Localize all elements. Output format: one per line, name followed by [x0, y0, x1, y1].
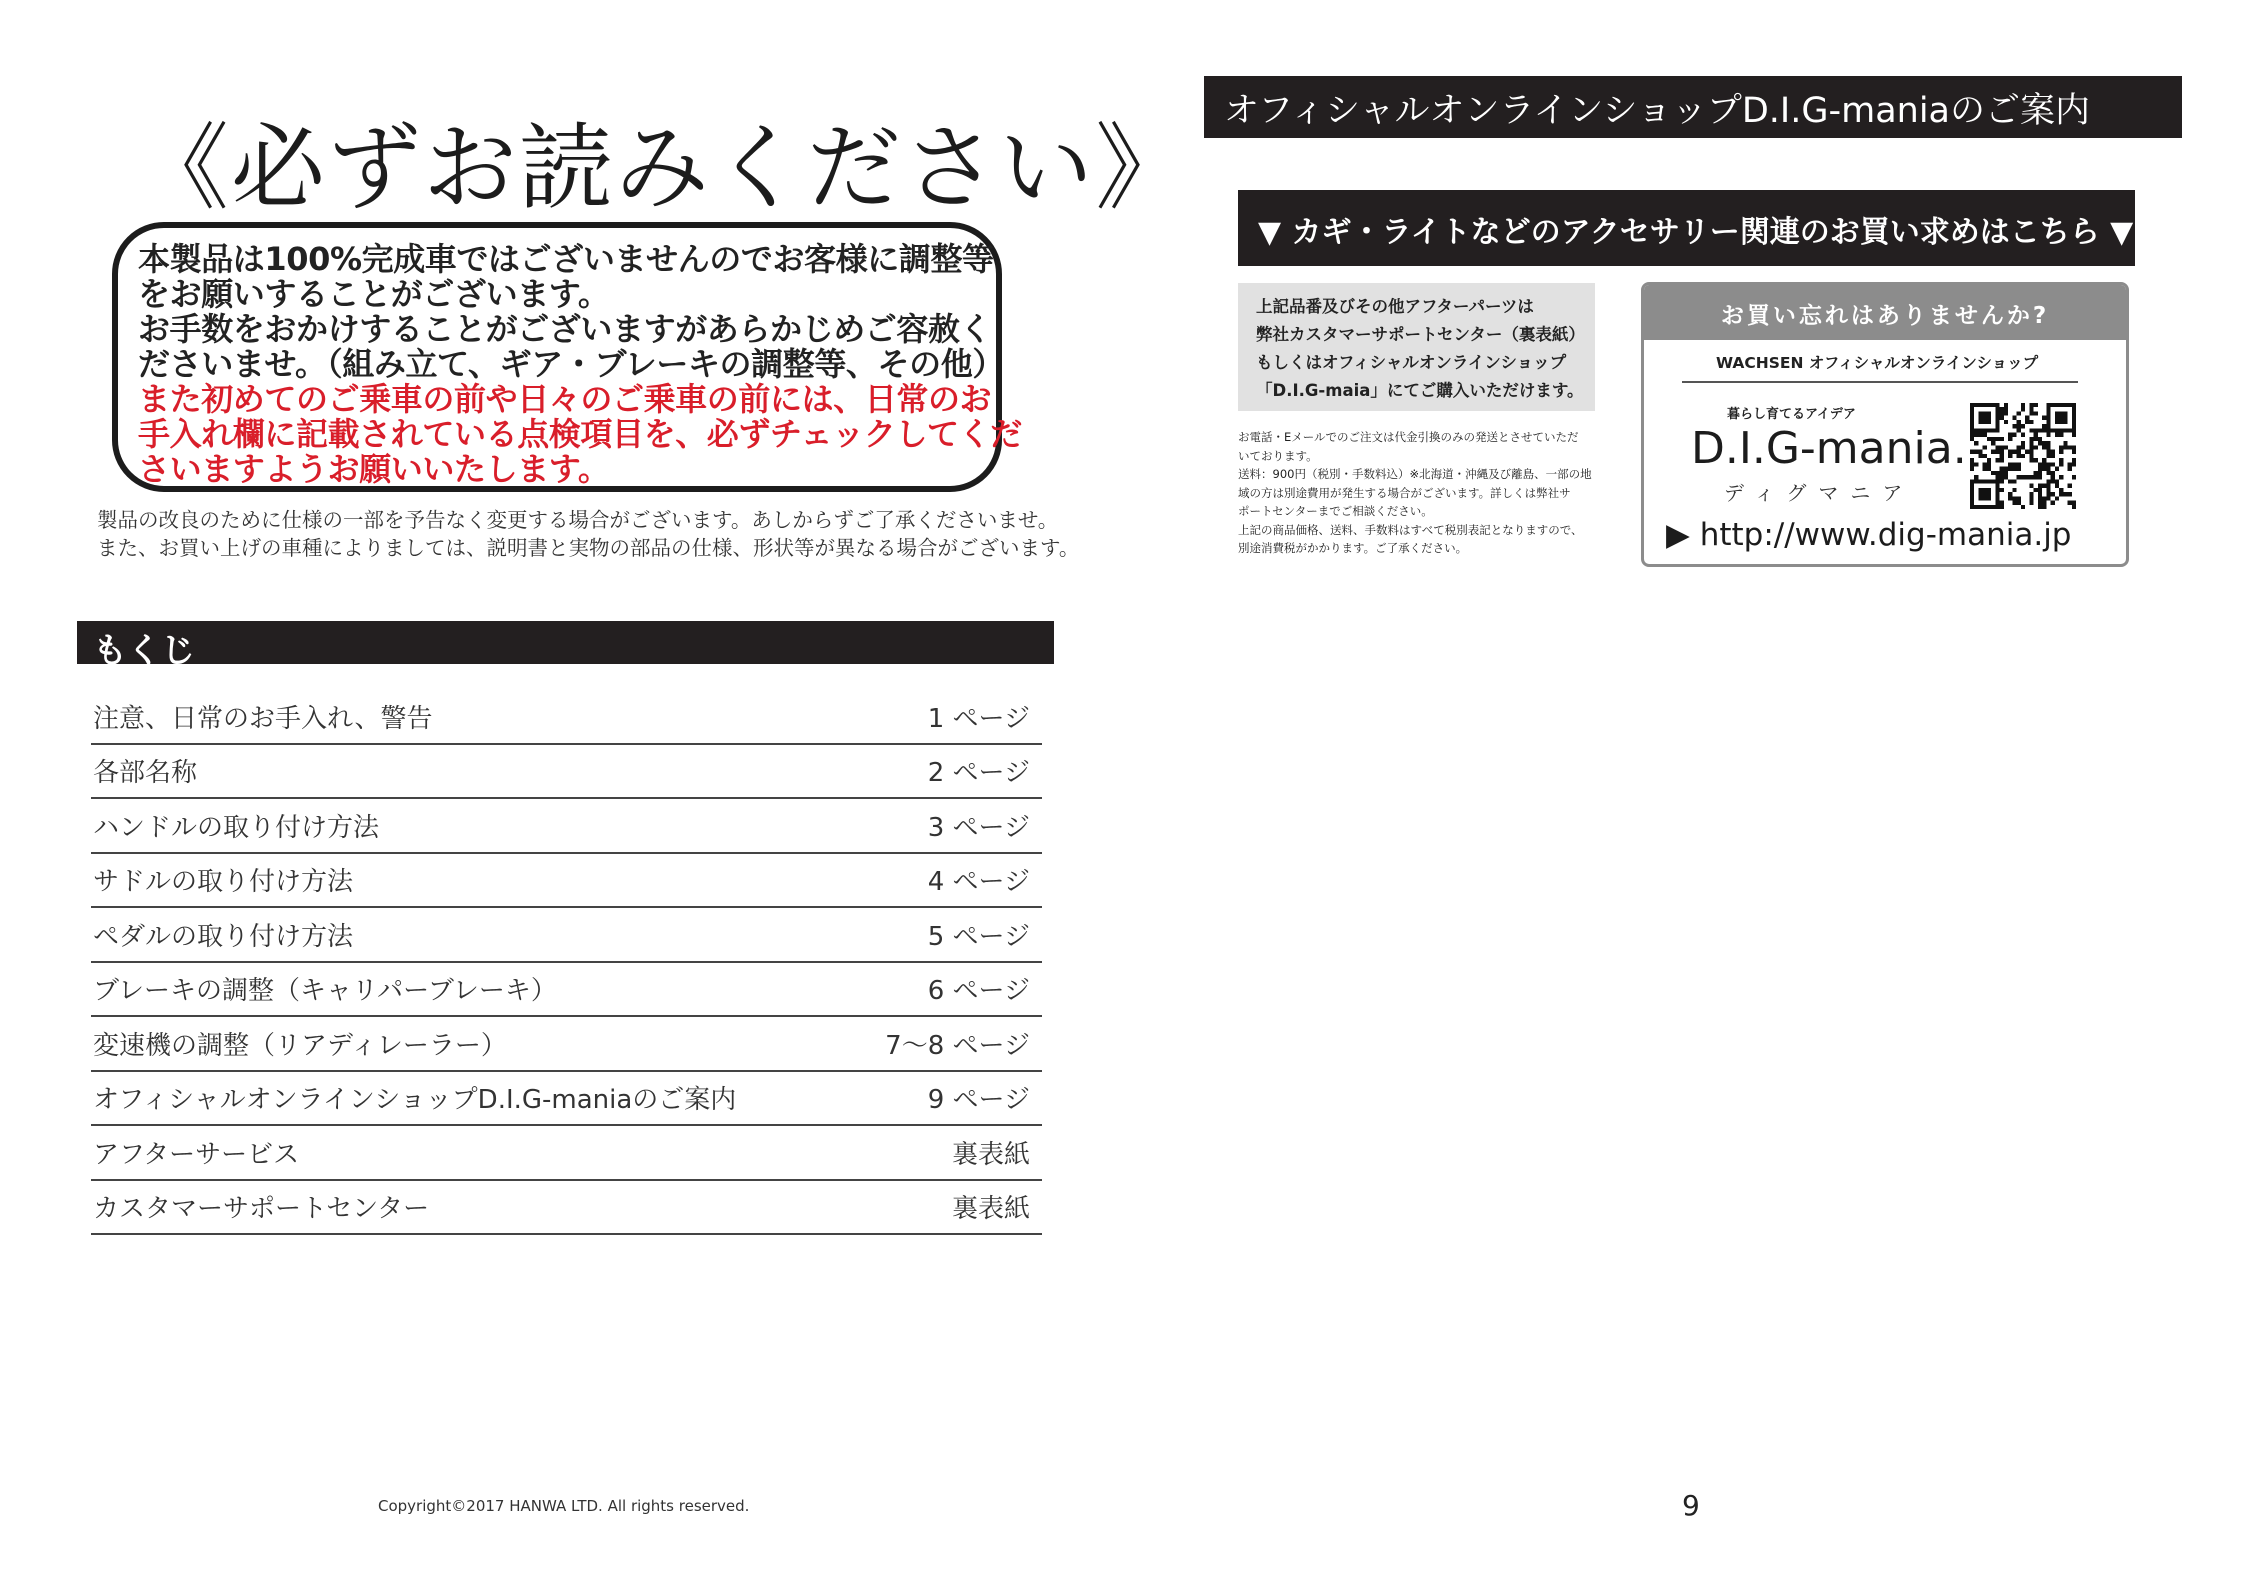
accessory-banner-text: ▼ カギ・ライトなどのアクセサリー関連のお買い求めはこちら ▼	[1258, 215, 2134, 250]
brand-kana: ディグマニア	[1724, 481, 1915, 505]
accessory-banner	[1238, 190, 2135, 266]
toc-page: 5 ページ	[927, 921, 1030, 952]
fine-print-line: 送料：900円（税別・手数料込）※北海道・沖縄及び離島、一部の地	[1238, 467, 1592, 481]
notice-line: お手数をおかけすることがございますがあらかじめご容赦く	[138, 310, 992, 348]
shop-name: WACHSEN オフィシャルオンラインショップ	[1716, 354, 2039, 372]
toc-label: アフターサービス	[93, 1139, 300, 1170]
reminder-heading: お買い忘れはありませんか?	[1720, 303, 2050, 329]
notice-warning-line: さいますようお願いいたします。	[138, 450, 610, 488]
toc-label: 変速機の調整（リアディレーラー）	[93, 1030, 507, 1061]
fine-print	[1238, 428, 1608, 558]
toc-label: 注意、日常のお手入れ、警告	[93, 703, 433, 734]
toc-row[interactable]	[91, 963, 1042, 1018]
toc-header	[77, 621, 1054, 671]
toc-page: 1 ページ	[927, 703, 1030, 734]
parts-info-line: 「D.I.G-maia」にてご購入いただけます。	[1256, 381, 1584, 400]
fine-print-line: 別途消費税がかかります。ご了承ください。	[1238, 541, 1468, 555]
notice-box	[112, 222, 1022, 492]
toc-page: 6 ページ	[927, 976, 1030, 1006]
toc-page: 7〜8 ページ	[885, 1030, 1030, 1061]
copyright: Copyright©2017 HANWA LTD. All rights reserved.	[378, 1497, 750, 1515]
notice-warning-line: また初めてのご乗車の前や日々のご乗車の前には、日常のお	[138, 380, 992, 418]
fine-print-line: ポートセンターまでご相談ください。	[1238, 504, 1433, 518]
toc-row[interactable]	[91, 854, 1042, 909]
notice-line: 本製品は100%完成車ではございませんのでお客様に調整等	[138, 240, 994, 278]
qr-code-icon[interactable]	[1970, 403, 2076, 509]
notice-warning-line: 手入れ欄に記載されている点検項目を、必ずチェックしてくだ	[138, 415, 1022, 453]
toc-page: 9 ページ	[927, 1085, 1030, 1115]
parts-info-line: もしくはオフィシャルオンラインショップ	[1256, 353, 1567, 372]
toc-label: ブレーキの調整（キャリパーブレーキ）	[93, 976, 557, 1006]
toc-label: サドルの取り付け方法	[93, 867, 354, 897]
toc-row[interactable]	[91, 1017, 1042, 1072]
toc-row[interactable]	[91, 1126, 1042, 1181]
page-number: 9	[1682, 1489, 1700, 1522]
toc-page: 2 ページ	[927, 758, 1030, 788]
toc-heading: もくじ	[93, 631, 195, 671]
toc-page: 裏表紙	[951, 1194, 1030, 1224]
toc-label: オフィシャルオンラインショップD.I.G-maniaのご案内	[93, 1085, 737, 1115]
toc-row[interactable]	[91, 908, 1042, 963]
toc-row[interactable]	[91, 690, 1042, 745]
toc-list	[91, 690, 1042, 1235]
shop-section-title: オフィシャルオンラインショップD.I.G-maniaのご案内	[1224, 91, 2090, 131]
parts-info-line: 弊社カスタマーサポートセンター（裏表紙）	[1256, 325, 1585, 344]
parts-info-line: 上記品番及びその他アフターパーツは	[1256, 297, 1534, 316]
fine-print-line: 上記の商品価格、送料、手数料はすべて税別表記となりますので、	[1238, 522, 1583, 537]
page-title: 《必ずお読みください》	[135, 114, 1192, 223]
toc-page: 裏表紙	[951, 1139, 1030, 1170]
toc-label: ハンドルの取り付け方法	[93, 812, 380, 843]
toc-label: ペダルの取り付け方法	[93, 921, 354, 952]
shop-reminder-box	[1641, 282, 2129, 567]
brand-tagline: 暮らし育てるアイデア	[1727, 407, 1856, 422]
fine-print-line: お電話・Eメールでのご注文は代金引換のみの発送とさせていただ	[1238, 430, 1579, 444]
shop-section-header	[1204, 76, 2182, 138]
reminder-header	[1644, 285, 2126, 340]
divider	[1682, 381, 2078, 383]
toc-row[interactable]	[91, 1181, 1042, 1236]
toc-label: カスタマーサポートセンター	[93, 1194, 430, 1224]
fine-print-line: いております。	[1238, 448, 1318, 463]
fine-print-line: 域の方は別途費用が発生する場合がございます。詳しくは弊社サ	[1238, 485, 1571, 500]
disclaimer	[97, 506, 1079, 562]
toc-label: 各部名称	[93, 758, 198, 788]
disclaimer-line: 製品の改良のために仕様の一部を予告なく変更する場合がございます。あしからずご了承くださいませ。	[97, 508, 1059, 532]
toc-row[interactable]	[91, 745, 1042, 800]
toc-row[interactable]	[91, 1072, 1042, 1127]
disclaimer-line: また、お買い上げの車種によりましては、説明書と実物の部品の仕様、形状等が異なる場合がございます。	[97, 536, 1080, 560]
toc-page: 3 ページ	[927, 812, 1030, 843]
notice-line: ださいませ。（組み立て、ギア・ブレーキの調整等、その他）	[138, 345, 1004, 383]
parts-info-box	[1238, 283, 1595, 411]
toc-page: 4 ページ	[927, 867, 1030, 897]
notice-line: をお願いすることがございます。	[138, 275, 610, 313]
shop-url-link[interactable]: ▶ http://www.dig-mania.jp	[1666, 517, 2072, 553]
toc-row[interactable]	[91, 799, 1042, 854]
brand-logo: D.I.G-mania.	[1691, 423, 1967, 474]
